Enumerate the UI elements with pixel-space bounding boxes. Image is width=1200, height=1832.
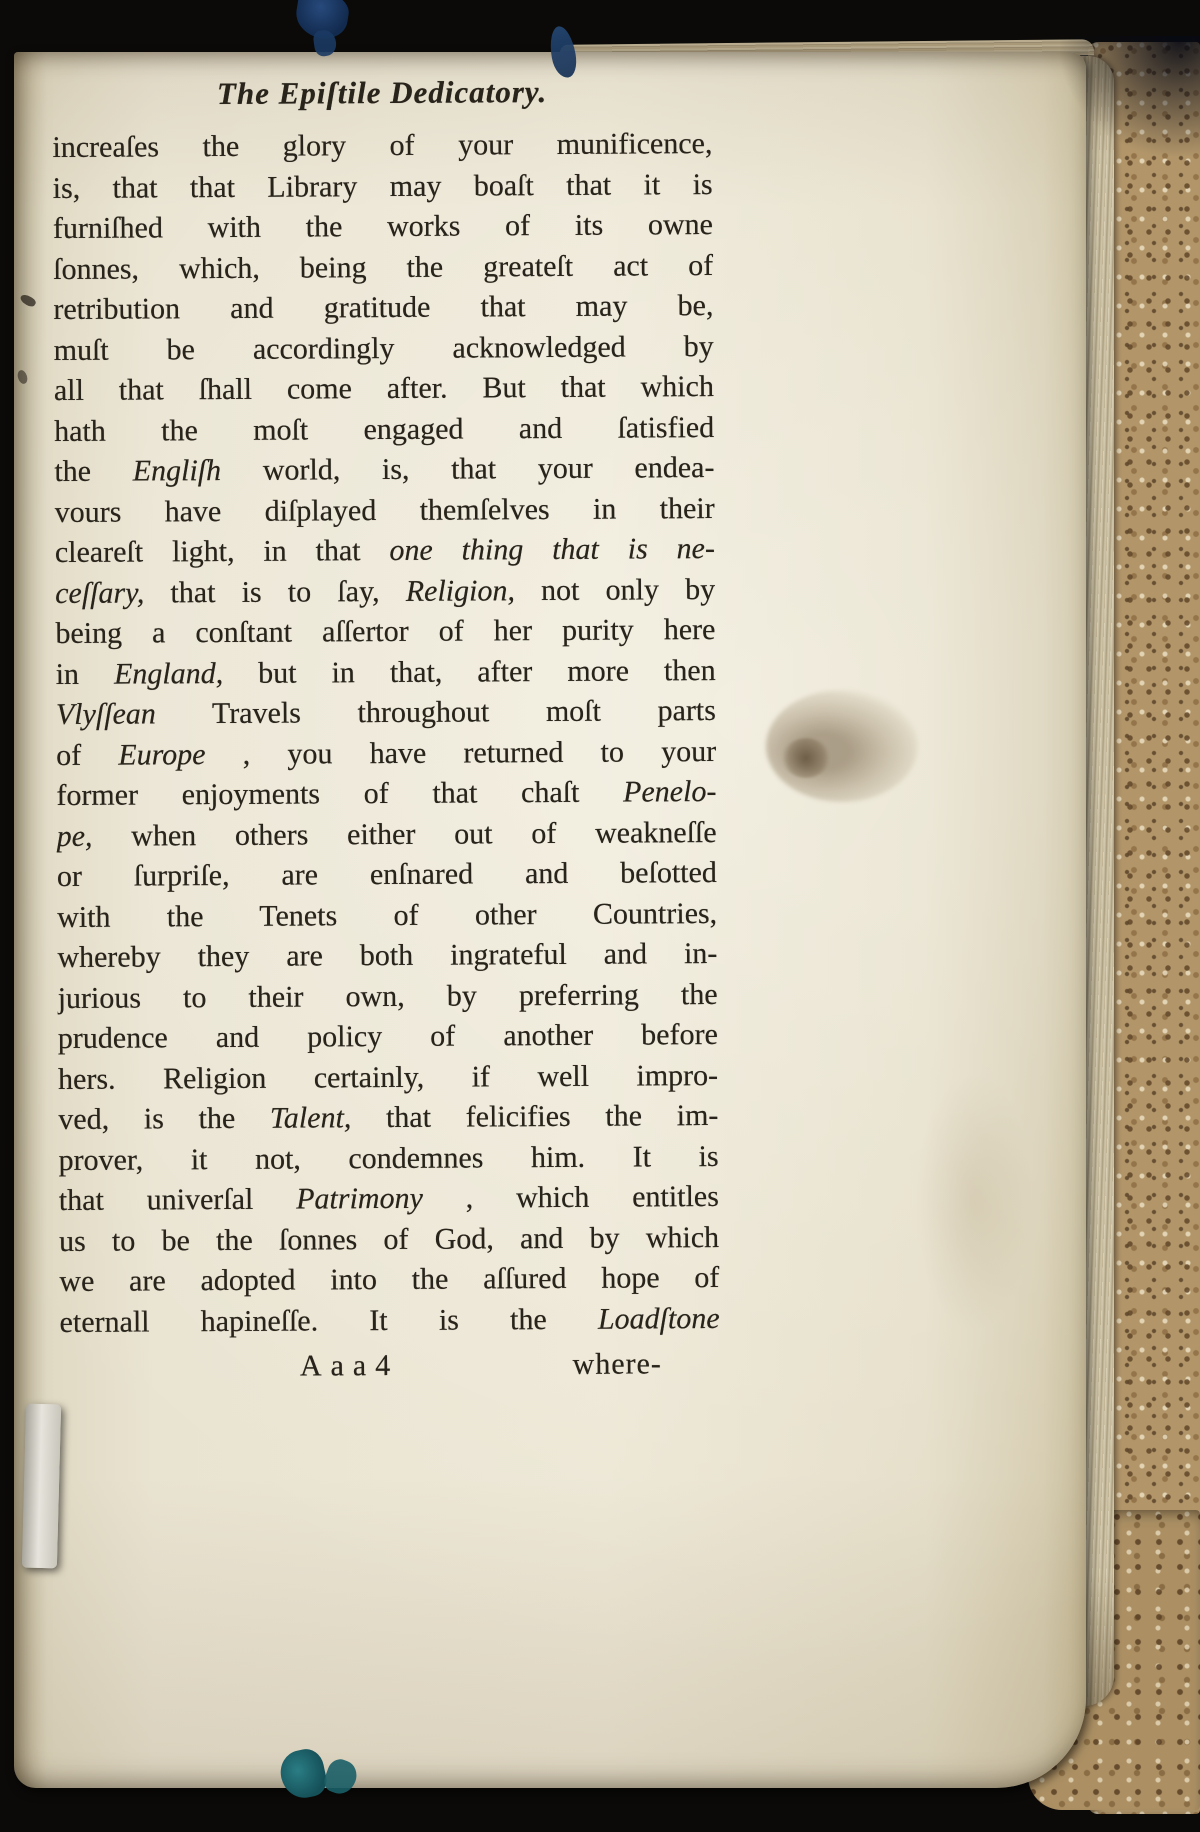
text-line: or ſurpriſe, are enſnared and beſotted (56, 855, 717, 894)
text-line: Vlyſſean Travels throughout moſt parts (55, 693, 716, 732)
text-line: in England, but in that, after more then (55, 653, 716, 691)
text-line: us to be the ſonnes of God, and by which (59, 1220, 720, 1258)
signature-row (60, 1339, 720, 1389)
text-line: eternall hapineſſe. It is the Loadſtone (59, 1301, 720, 1339)
text-line: being a conſtant aſſertor of her purity here (55, 612, 716, 651)
book-page (14, 52, 1086, 1788)
text-line: jurious to their own, by preferring the (57, 977, 718, 1015)
text-line: the Engliſh world, is, that your endea- (54, 450, 715, 489)
signature-mark: Aaa4 (299, 1348, 400, 1383)
text-line: ved, is the Talent, that felicifies the im- (58, 1098, 719, 1137)
text-line: with the Tenets of other Countries, (57, 896, 718, 934)
text-line: of Europe , you have returned to your (56, 734, 717, 772)
text-line: former enjoyments of that chaſt Penelo- (56, 774, 717, 813)
text-line: ſonnes, which, being the greateſt act of (53, 248, 714, 286)
text-line: we are adopted into the aſſured hope of (59, 1260, 720, 1299)
text-line: furniſhed with the works of its owne (52, 207, 714, 246)
text-line: ceſſary, that is to ſay, Religion, not only by (55, 572, 716, 610)
text-line: retribution and gratitude that may be, (53, 288, 714, 327)
text-line: increaſes the glory of your munificence, (52, 126, 713, 165)
text-line: cleareſt light, in that one thing that is ne- (54, 531, 715, 570)
text-line: all that ſhall come after. But that which (53, 369, 715, 408)
page-header: The Epiſtile Dedicatory. (216, 74, 548, 112)
text-line: prover, it not, condemnes him. It is (58, 1139, 719, 1177)
text-line: pe, when others either out of weakneſſe (56, 815, 717, 853)
catchword: where- (572, 1347, 662, 1381)
text-line: prudence and policy of another before (57, 1017, 718, 1056)
ink-stain-core (782, 738, 830, 778)
text-column (52, 72, 720, 1389)
margin-ink-speck (16, 369, 29, 385)
text-line: muſt be accordingly acknowledged by (53, 329, 714, 367)
text-block (52, 124, 719, 1343)
text-line: hath the moſt engaged and ſatisfied (54, 410, 715, 448)
text-line: that univerſal Patrimony , which entitles (58, 1179, 719, 1218)
margin-ink-speck (19, 292, 37, 308)
foxing-spot (914, 1072, 1034, 1332)
text-line: is, that that Library may boaſt that it is (52, 167, 713, 205)
text-line: hers. Religion certainly, if well impro- (58, 1058, 719, 1096)
page-corner-shadow (1060, 36, 1200, 156)
bookmark-ribbon-white (22, 1404, 61, 1569)
text-line: whereby they are both ingrateful and in- (57, 936, 718, 975)
text-line: vours have diſplayed themſelves in their (54, 491, 715, 529)
